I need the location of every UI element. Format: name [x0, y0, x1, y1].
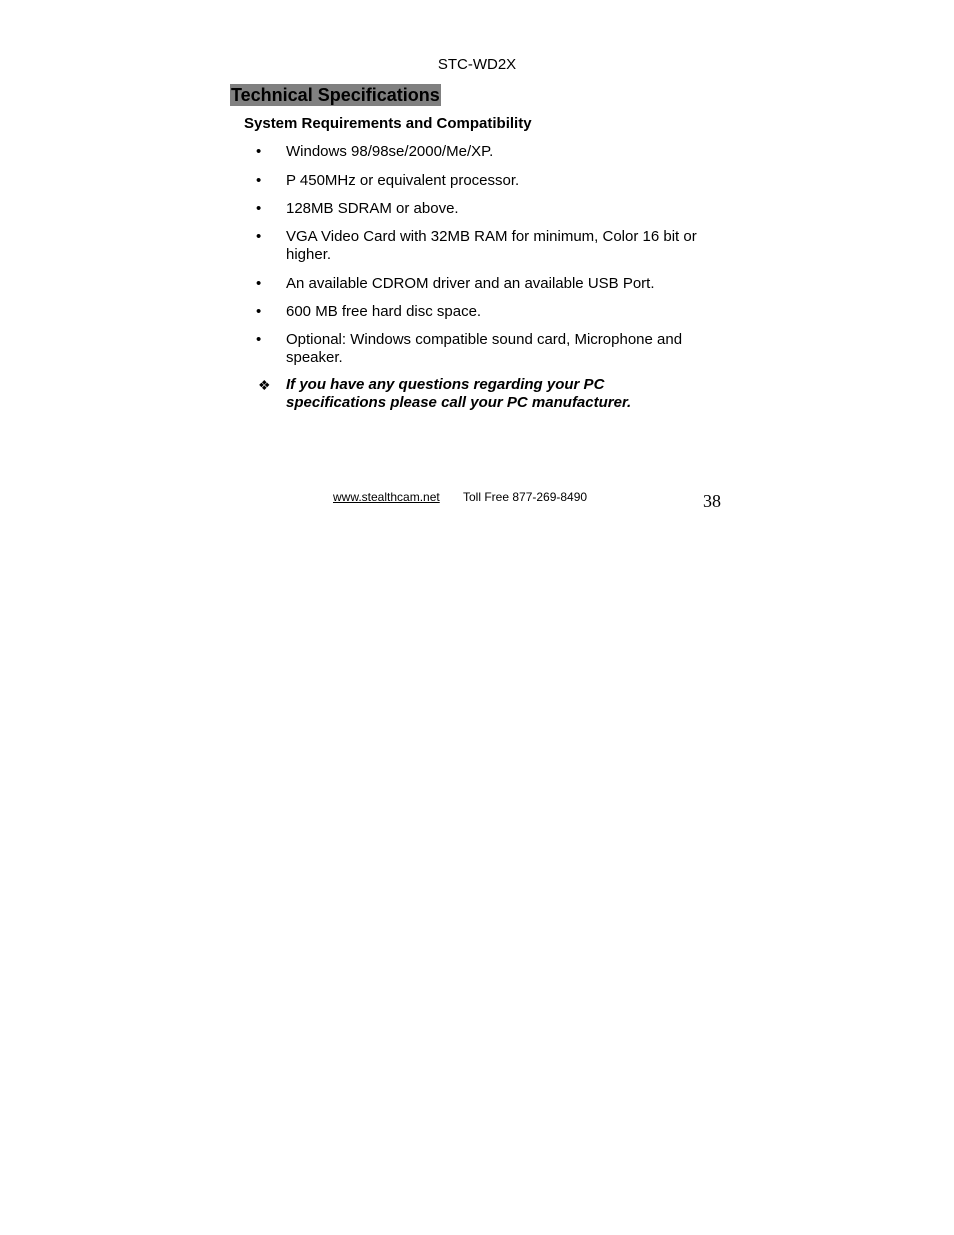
list-item [256, 228, 726, 264]
diamond-bullet-icon: ❖ [258, 377, 271, 393]
document-model-header: STC-WD2X [437, 56, 517, 73]
page-number: 38 [703, 491, 721, 511]
note-text: If you have any questions regarding your PC specifications please call your PC manufacturer. [286, 376, 632, 411]
requirement-text: Optional: Windows compatible sound card, Microphone and speaker. [286, 331, 683, 366]
list-item [256, 303, 726, 321]
requirement-text: VGA Video Card with 32MB RAM for minimum, Color 16 bit or higher. [286, 228, 697, 263]
list-item [256, 172, 726, 190]
bullet-icon: • [256, 200, 262, 217]
bullet-icon: • [256, 275, 262, 292]
requirement-text: An available CDROM driver and an available USB Port. [286, 275, 655, 292]
requirement-text: 600 MB free hard disc space. [286, 303, 482, 320]
toll-free-number: Toll Free 877-269-8490 [463, 490, 588, 504]
list-item [256, 143, 726, 161]
pc-specifications-note [256, 376, 726, 412]
bullet-icon: • [256, 303, 262, 320]
bullet-icon: • [256, 228, 262, 245]
bullet-icon: • [256, 143, 262, 160]
list-item [256, 200, 726, 218]
requirement-text: P 450MHz or equivalent processor. [286, 172, 520, 189]
list-item [256, 331, 726, 367]
bullet-icon: • [256, 331, 262, 348]
requirement-text: 128MB SDRAM or above. [286, 200, 459, 217]
requirement-text: Windows 98/98se/2000/Me/XP. [286, 143, 494, 160]
bullet-icon: • [256, 172, 262, 189]
website-link[interactable]: www.stealthcam.net [333, 490, 440, 504]
system-requirements-heading: System Requirements and Compatibility [244, 115, 532, 132]
section-title: Technical Specifications [231, 85, 440, 105]
list-item [256, 275, 726, 293]
